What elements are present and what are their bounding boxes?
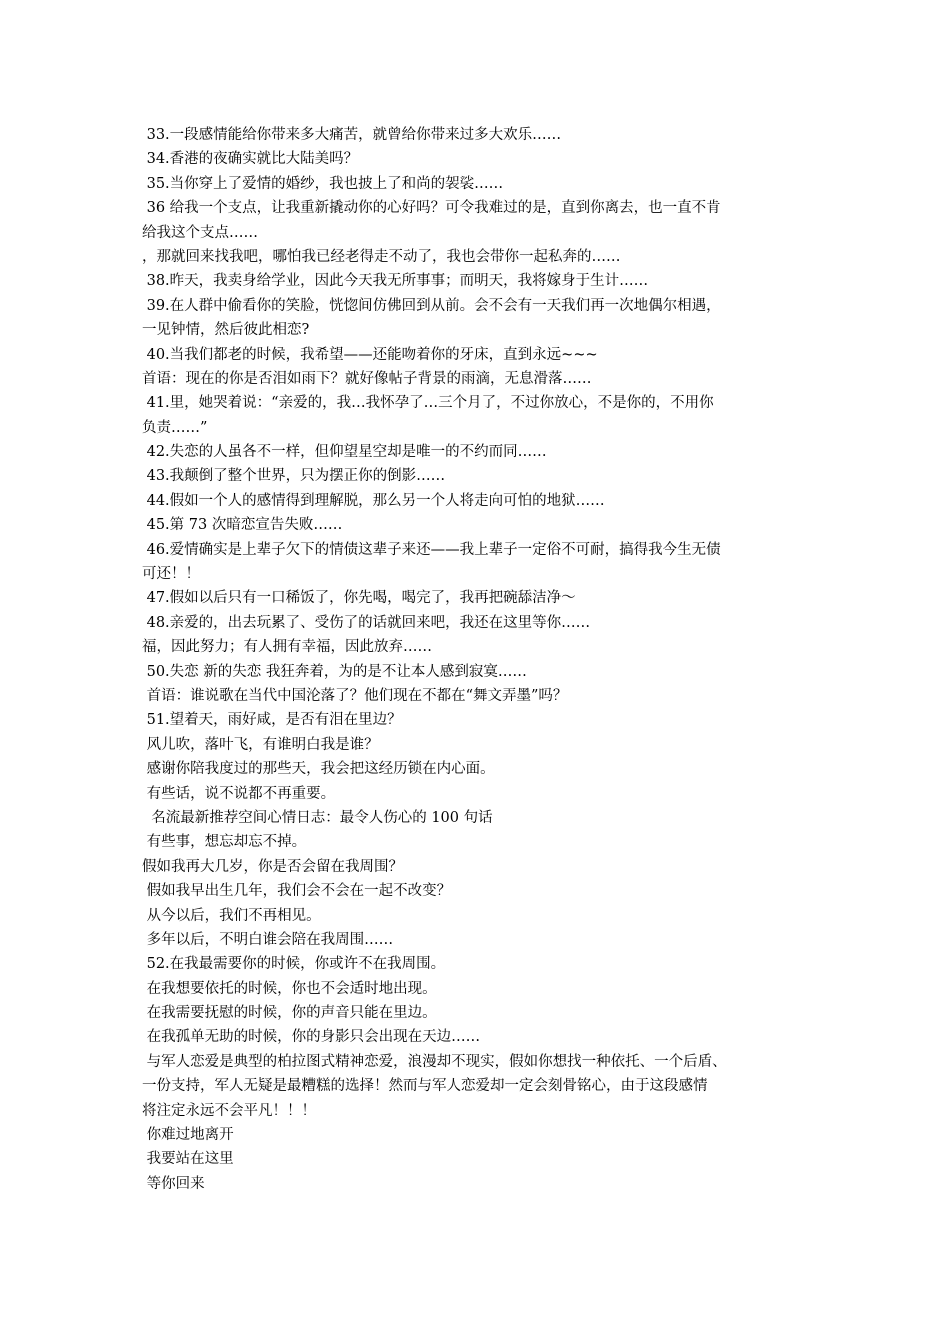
text-line: 你难过地离开	[142, 1127, 234, 1144]
text-line: 与军人恋爱是典型的柏拉图式精神恋爱，浪漫却不现实，假如你想找一种依托、一个后盾、	[142, 1053, 727, 1070]
text-line: 假如我早出生几年，我们会不会在一起不改变？	[142, 883, 452, 900]
text-line: 33.一段感情能给你带来多大痛苦，就曾给你带来过多大欢乐……	[142, 127, 562, 143]
text-line: 在我孤单无助的时候，你的身影只会出现在天边……	[142, 1029, 481, 1046]
text-line: 有些事，想忘却忘不掉。	[142, 834, 307, 851]
text-line: 多年以后，不明白谁会陪在我周围……	[142, 931, 394, 948]
text-line: 名流最新推荐空间心情日志：最令人伤心的 100 句话	[142, 809, 493, 826]
text-line: 从今以后，我们不再相见。	[142, 907, 321, 924]
text-line: 首语：现在的你是否泪如雨下？就好像帖子背景的雨滴，无息滑落……	[142, 370, 592, 387]
text-line: 47.假如以后只有一口稀饭了，你先喝，喝完了，我再把碗舔洁净～	[142, 590, 576, 607]
text-line: 39.在人群中偷看你的笑脸，恍惚间仿佛回到从前。会不会有一天我们再一次地偶尔相遇，	[142, 297, 721, 314]
text-line: 我要站在这里	[142, 1151, 234, 1168]
text-line: 40.当我们都老的时候，我希望——还能吻着你的牙床，直到永远~~~	[142, 346, 598, 363]
text-line: 在我需要抚慰的时候，你的声音只能在里边。	[142, 1005, 437, 1022]
text-line: 一见钟情，然后彼此相恋?	[142, 322, 310, 339]
text-line: ，那就回来找我吧，哪怕我已经老得走不动了，我也会带你一起私奔的……	[142, 248, 621, 265]
text-line: 34.香港的夜确实就比大陆美吗？	[142, 151, 359, 168]
text-line: 负责……”	[142, 419, 208, 436]
text-line: 感谢你陪我度过的那些天，我会把这经历锁在内心面。	[142, 761, 495, 778]
text-line: 可还！！	[142, 566, 200, 583]
text-line: 41.里，她哭着说：“亲爱的，我…我怀孕了…三个月了，不过你放心，不是你的，不用你	[142, 395, 714, 412]
text-line: 36 给我一个支点，让我重新撬动你的心好吗？可令我难过的是，直到你离去，也一直不肯	[142, 200, 721, 217]
text-line: 48.亲爱的，出去玩累了、受伤了的话就回来吧，我还在这里等你……	[142, 614, 591, 631]
text-line: 假如我再大几岁，你是否会留在我周围？	[142, 858, 403, 875]
text-line: 在我想要依托的时候，你也不会适时地出现。	[142, 980, 437, 997]
text-line: 给我这个支点……	[142, 224, 258, 241]
text-line: 38.昨天，我卖身给学业，因此今天我无所事事；而明天，我将嫁身于生计……	[142, 273, 649, 290]
text-line: 福，因此努力；有人拥有幸福，因此放弃……	[142, 639, 432, 656]
text-line: 43.我颠倒了整个世界，只为摆正你的倒影……	[142, 468, 446, 485]
text-line: 45.第 73 次暗恋宣告失败……	[142, 517, 343, 534]
text-line: 风儿吹，落叶飞，有谁明白我是谁？	[142, 736, 379, 753]
text-line: 35.当你穿上了爱情的婚纱，我也披上了和尚的袈裟……	[142, 175, 504, 192]
text-line: 44.假如一个人的感情得到理解脱，那么另一个人将走向可怕的地狱……	[142, 492, 605, 509]
text-line: 52.在我最需要你的时候，你或许不在我周围。	[142, 956, 446, 973]
text-line: 51.望着天，雨好咸，是否有泪在里边？	[142, 712, 402, 729]
text-line: 等你回来	[142, 1175, 205, 1192]
document-body	[142, 123, 818, 1196]
text-line: 首语：谁说歌在当代中国沦落了？他们现在不都在“舞文弄墨”吗？	[142, 687, 568, 704]
text-line: 46.爱情确实是上辈子欠下的情债这辈子来还——我上辈子一定俗不可耐，搞得我今生无债	[142, 541, 721, 558]
text-line: 一份支持，军人无疑是最糟糕的选择！然而与军人恋爱却一定会刻骨铭心，由于这段感情	[142, 1078, 708, 1095]
text-line: 50.失恋 新的失恋 我狂奔着，为的是不让本人感到寂寞……	[142, 663, 527, 680]
text-line: 42.失恋的人虽各不一样，但仰望星空却是唯一的不约而同……	[142, 444, 547, 461]
text-line: 将注定永远不会平凡！！！	[142, 1102, 316, 1119]
text-line: 有些话，说不说都不再重要。	[142, 785, 336, 802]
